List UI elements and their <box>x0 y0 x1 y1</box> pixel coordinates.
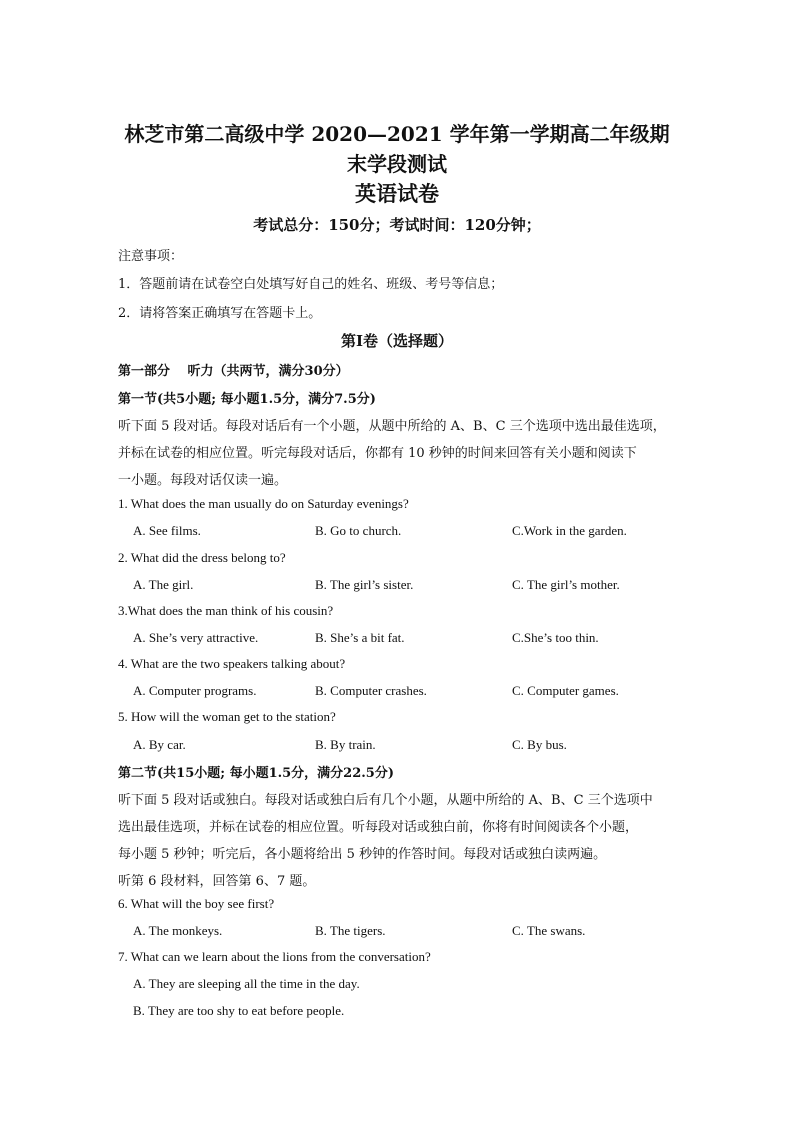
section1-heading: 第一节(共5小题; 每小题1.5分，满分7.5分) <box>118 392 376 407</box>
question-1-option-b: B. Go to church. <box>315 523 402 538</box>
material-note: 听第 6 段材料，回答第 6、7 题。 <box>118 874 316 889</box>
question-4-stem: 4. What are the two speakers talking about? <box>118 656 346 671</box>
question-2-stem: 2. What did the dress belong to? <box>118 550 286 565</box>
question-1-option-a: A. See films. <box>133 523 201 538</box>
question-7-stem: 7. What can we learn about the lions from the conversation? <box>118 949 431 964</box>
question-2-option-a: A. The girl. <box>133 577 194 592</box>
question-5-option-c: C. By bus. <box>512 737 567 752</box>
exam-info: 考试总分：150分；考试时间：120分钟； <box>253 216 541 234</box>
section1-instruction-1: 听下面 5 段对话。每段对话后有一个小题，从题中所给的 A、B、C 三个选项中选出最佳选项， <box>118 419 666 434</box>
question-6-option-a: A. The monkeys. <box>133 923 223 938</box>
question-4-option-b: B. Computer crashes. <box>315 683 427 698</box>
question-4-option-a: A. Computer programs. <box>133 683 257 698</box>
exam-title-line1: 林芝市第二高级中学 2020—2021 学年第一学期高二年级期 <box>124 122 670 146</box>
question-3-option-b: B. She’s a bit fat. <box>315 630 405 645</box>
question-1-stem: 1. What does the man usually do on Saturday evenings? <box>118 496 409 511</box>
question-6-option-c: C. The swans. <box>512 923 586 938</box>
question-2-option-b: B. The girl’s sister. <box>315 577 414 592</box>
question-4-option-c: C. Computer games. <box>512 683 619 698</box>
notice-item-2: 2．请将答案正确填写在答题卡上。 <box>118 306 322 321</box>
notice-heading: 注意事项： <box>118 249 184 264</box>
question-3-option-a: A. She’s very attractive. <box>133 630 259 645</box>
question-7-option-b: B. They are too shy to eat before people. <box>133 1003 345 1018</box>
volume-title: 第I卷（选择题） <box>340 332 454 350</box>
question-3-stem: 3.What does the man think of his cousin? <box>118 603 334 618</box>
section2-instruction-3: 每小题 5 秒钟；听完后，各小题将给出 5 秒钟的作答时间。每段对话或独白读两遍。 <box>118 847 607 862</box>
notice-item-1: 1．答题前请在试卷空白处填写好自己的姓名、班级、考号等信息； <box>118 277 504 292</box>
question-6-option-b: B. The tigers. <box>315 923 386 938</box>
question-5-option-b: B. By train. <box>315 737 376 752</box>
question-5-option-a: A. By car. <box>133 737 186 752</box>
section2-instruction-1: 听下面 5 段对话或独白。每段对话或独白后有几个小题，从题中所给的 A、B、C 三个选项中 <box>118 793 653 808</box>
question-6-stem: 6. What will the boy see first? <box>118 896 275 911</box>
subject-title: 英语试卷 <box>355 181 439 206</box>
section1-instruction-3: 一小题。每段对话仅读一遍。 <box>118 473 288 488</box>
question-3-option-c: C.She’s too thin. <box>512 630 599 645</box>
question-2-option-c: C. The girl’s mother. <box>512 577 620 592</box>
question-1-option-c: C.Work in the garden. <box>512 523 627 538</box>
section1-instruction-2: 并标在试卷的相应位置。听完每段对话后，你都有 10 秒钟的时间来回答有关小题和阅读下 <box>118 446 637 461</box>
section2-instruction-2: 选出最佳选项，并标在试卷的相应位置。听每段对话或独白前，你将有时间阅读各个小题， <box>118 820 639 835</box>
exam-title-line2: 末学段测试 <box>347 152 447 176</box>
section2-heading: 第二节(共15小题; 每小题1.5分，满分22.5分) <box>118 766 394 781</box>
part1-heading: 第一部分 听力（共两节，满分30分） <box>118 364 349 379</box>
question-7-option-a: A. They are sleeping all the time in the day. <box>133 976 360 991</box>
question-5-stem: 5. How will the woman get to the station? <box>118 709 336 724</box>
